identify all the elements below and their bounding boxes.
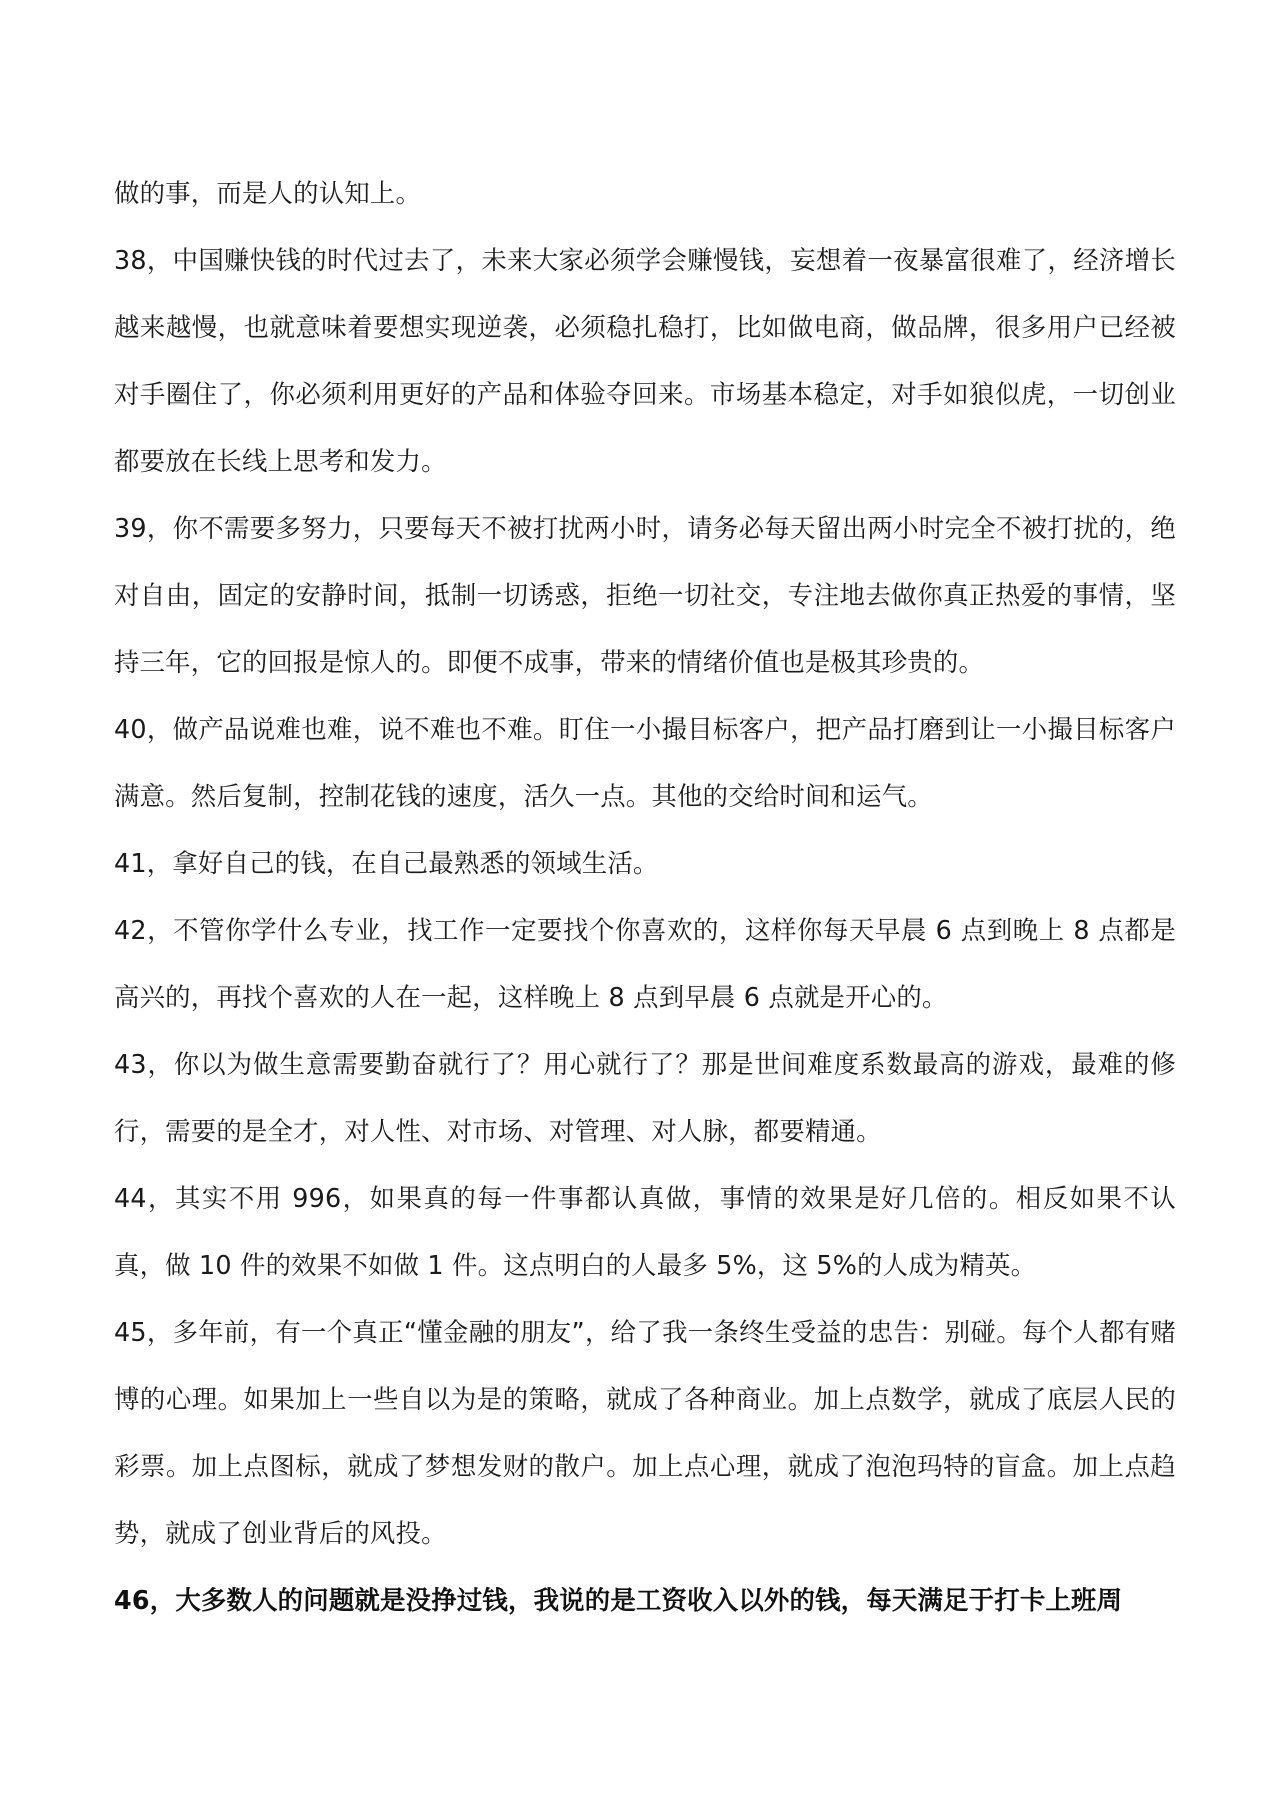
paragraph-continuation: 做的事，而是人的认知上。 [114,178,422,208]
document-body [114,160,1176,1634]
paragraph-44: 44，其实不用 996，如果真的每一件事都认真做，事情的效果是好几倍的。相反如果不认真，做 10 件的效果不如做 1 件。这点明白的人最多 5%，这 5%的人成为精英。 [114,1183,1176,1280]
paragraph-43: 43，你以为做生意需要勤奋就行了？用心就行了？那是世间难度系数最高的游戏，最难的修行，需要的是全才，对人性、对市场、对管理、对人脉，都要精通。 [114,1049,1176,1146]
paragraph-46: 46，大多数人的问题就是没挣过钱，我说的是工资收入以外的钱，每天满足于打卡上班周 [114,1585,1123,1615]
paragraph-42: 42，不管你学什么专业，找工作一定要找个你喜欢的，这样你每天早晨 6 点到晚上 8 点都是高兴的，再找个喜欢的人在一起，这样晚上 8 点到早晨 6 点就是开心的。 [114,915,1176,1012]
paragraph-38: 38，中国赚快钱的时代过去了，未来大家必须学会赚慢钱，妄想着一夜暴富很难了，经济增长越来越慢，也就意味着要想实现逆袭，必须稳扎稳打，比如做电商，做品牌，很多用户已经被对手圈住了，你必须利用更好的产品和体验夺回来。市场基本稳定，对手如狼似虎，一切创业都要放在长线上思考和发力。 [114,245,1176,476]
paragraph-40: 40，做产品说难也难，说不难也不难。盯住一小撮目标客户，把产品打磨到让一小撮目标客户满意。然后复制，控制花钱的速度，活久一点。其他的交给时间和运气。 [114,714,1176,811]
paragraph-41: 41，拿好自己的钱，在自己最熟悉的领域生活。 [114,848,659,878]
paragraph-39: 39，你不需要多努力，只要每天不被打扰两小时，请务必每天留出两小时完全不被打扰的，绝对自由，固定的安静时间，抵制一切诱惑，拒绝一切社交，专注地去做你真正热爱的事情，坚持三年，它的回报是惊人的。即便不成事，带来的情绪价值也是极其珍贵的。 [114,513,1176,677]
paragraph-45: 45，多年前，有一个真正“懂金融的朋友”，给了我一条终生受益的忠告：别碰。每个人都有赌博的心理。如果加上一些自以为是的策略，就成了各种商业。加上点数学，就成了底层人民的彩票。加上点图标，就成了梦想发财的散户。加上点心理，就成了泡泡玛特的盲盒。加上点趋势，就成了创业背后的风投。 [114,1317,1176,1548]
